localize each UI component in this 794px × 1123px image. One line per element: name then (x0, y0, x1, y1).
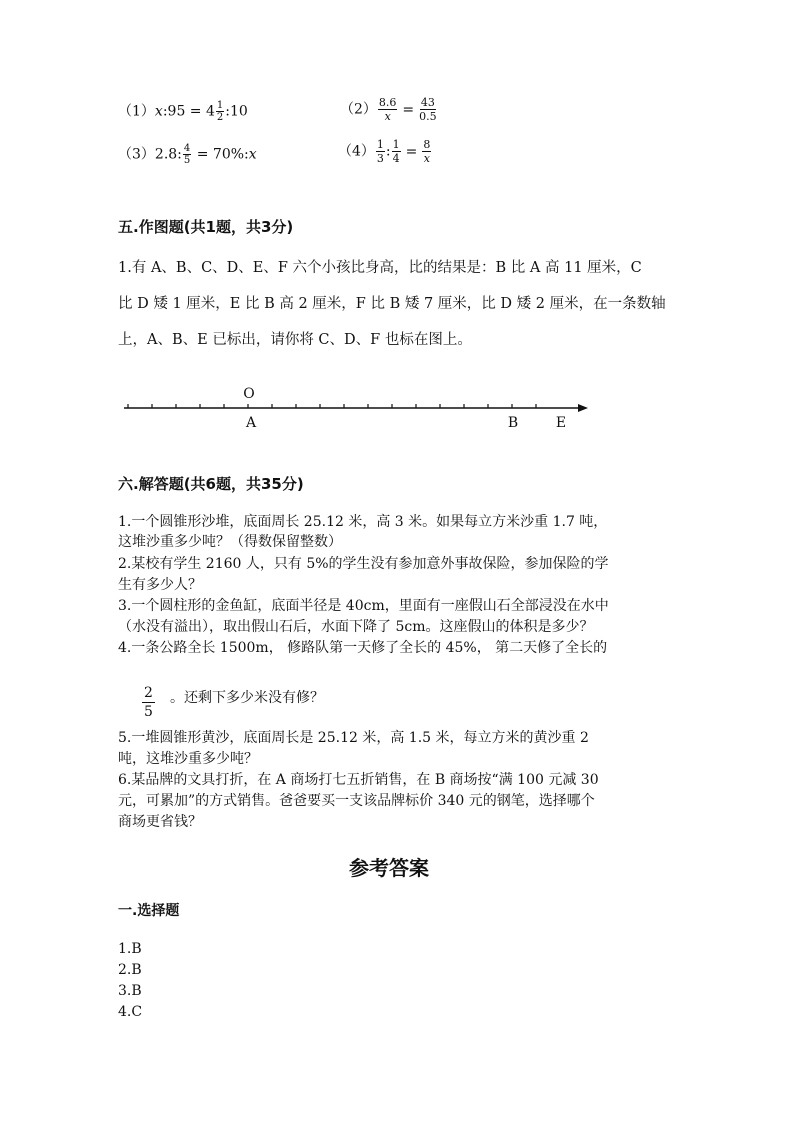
fraction (216, 100, 224, 123)
origin-label: O (243, 386, 255, 402)
equation-text: :95 = 4 (162, 103, 215, 120)
question-text: 5.一堆圆锥形黄沙，底面周长是 25.12 米，高 1.5 米，每立方米的黄沙重 2 (118, 730, 589, 746)
question-text: （水没有溢出），取出假山石后，水面下降了 5cm。这座假山的体积是多少？ (118, 619, 594, 635)
fraction (378, 96, 398, 123)
variable-x: x (248, 146, 257, 163)
equation-label: （1） (118, 103, 155, 120)
fraction-denominator: 3 (376, 152, 384, 165)
fraction (142, 684, 155, 721)
question-text: 2.某校有学生 2160 人，只有 5%的学生没有参加意外事故保险，参加保险的学 (118, 556, 609, 572)
fraction-numerator: 2 (144, 685, 153, 701)
point-label-e: E (555, 415, 567, 431)
equation-4 (338, 138, 432, 165)
answer-item: 4.C (118, 1004, 143, 1020)
question-text: 上，A、B、E 已标出，请你将 C、D、F 也标在图上。 (118, 332, 472, 348)
question-text: 1.一个圆锥形沙堆，底面周长 25.12 米，高 3 米。如果每立方米沙重 1.7 吨， (118, 514, 608, 530)
number-line (0, 380, 794, 440)
answer-item: 3.B (118, 983, 142, 999)
equation-label: （4） (338, 143, 375, 160)
equals-sign: = (405, 143, 418, 160)
fraction-numerator: 8.6 (378, 96, 397, 109)
point-label-b: B (507, 415, 519, 431)
equation-text: 2.8: (154, 146, 182, 163)
question-text: 1.有 A、B、C、D、E、F 六个小孩比身高，比的结果是：B 比 A 高 11 厘米，C (118, 260, 642, 276)
answers-title: 参考答案 (349, 856, 429, 880)
fraction (419, 96, 437, 123)
axis-arrow (578, 404, 588, 412)
question-text: 生有多少人？ (118, 577, 202, 593)
question-text: 。还剩下多少米没有修？ (170, 690, 324, 706)
question-text: 这堆沙重多少吨？（得数保留整数） (118, 534, 342, 550)
section-heading: 六.解答题(共6题，共35分) (118, 475, 304, 493)
question-text: 元，可累加”的方式销售。爸爸要买一支该品牌标价 340 元的钢笔，选择哪个 (118, 793, 595, 809)
variable-x: x (154, 103, 163, 120)
question-text: 商场更省钱？ (118, 814, 202, 830)
equation-1 (118, 100, 248, 123)
equation-label: （2） (340, 101, 377, 118)
section-heading: 五.作图题(共1题，共3分) (118, 218, 294, 236)
fraction-numerator: 43 (420, 96, 435, 109)
fraction-denominator: x (384, 110, 391, 123)
fraction-numerator: 1 (216, 100, 224, 111)
fraction (422, 138, 431, 165)
equation-3 (118, 143, 257, 166)
equation-2 (340, 96, 438, 123)
answer-item: 2.B (118, 962, 142, 978)
fraction (376, 138, 385, 165)
fraction-numerator: 1 (392, 138, 400, 151)
question-text: 4.一条公路全长 1500m， 修路队第一天修了全长的 45%， 第二天修了全长的 (118, 640, 608, 656)
equation-label: （3） (118, 146, 155, 163)
fraction (392, 138, 401, 165)
fraction-numerator: 1 (376, 138, 384, 151)
fraction (183, 143, 191, 166)
answer-item: 1.B (118, 941, 142, 957)
fraction-numerator: 8 (423, 138, 431, 151)
fraction-denominator: 0.5 (419, 110, 437, 123)
fraction (142, 682, 155, 721)
fraction-denominator: 5 (183, 155, 191, 166)
colon: : (385, 143, 391, 160)
question-text: 吨，这堆沙重多少吨？ (118, 751, 258, 767)
fraction-denominator: 5 (144, 704, 153, 720)
fraction-denominator: 4 (392, 152, 400, 165)
equation-text: :10 (225, 103, 248, 120)
equation-text: = 70%: (192, 146, 249, 163)
question-text: 比 D 矮 1 厘米，E 比 B 高 2 厘米，F 比 B 矮 7 厘米，比 D 矮 2 厘米，在一条数轴 (118, 296, 666, 312)
question-text: 3.一个圆柱形的金鱼缸，底面半径是 40cm，里面有一座假山石全部浸没在水中 (118, 598, 609, 614)
fraction-numerator: 4 (183, 143, 191, 154)
question-text: 6.某品牌的文具打折，在 A 商场打七五折销售，在 B 商场按“满 100 元减 30 (118, 772, 599, 788)
point-label-a: A (245, 415, 257, 431)
fraction-denominator: 2 (216, 112, 224, 123)
fraction-denominator: x (423, 152, 430, 165)
answers-subheading: 一.选择题 (118, 903, 180, 919)
equals-sign: = (402, 101, 415, 118)
